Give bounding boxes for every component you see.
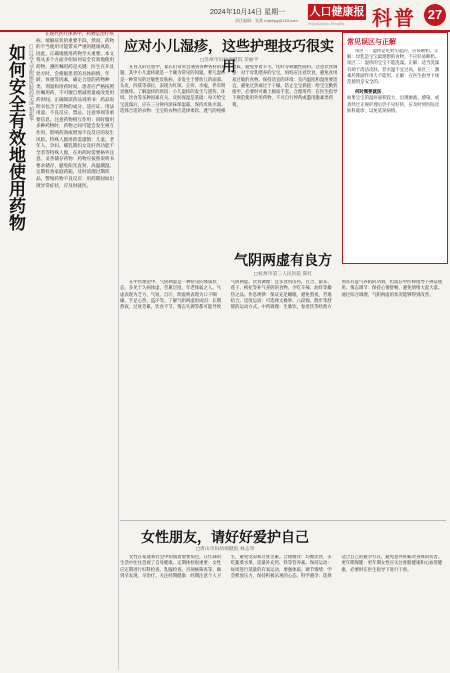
left-article-body: 在现代医疗体系中，药物是治疗疾病、缓解症状的重要手段。然而，药物的不当使用可能带来严重的健康风险。因此，正确地使用药物至关重要。本文将从多个方面介绍如何安全有效地使用药物。遵医嘱用药是关键：医生在开具处方时，会根据患者的具体病情、年龄、体重等因素，确定合适的药物种类、剂量和用药时间。患者应严格按照医嘱用药，不可擅自增减剂量或改变用药时间。正确阅读药品说明书：药品说明书包含了药物的成分、适应证、用法用量、不良反应、禁忌、注意事项等重要信息。注意药物相互作用：同时服用多种药物时，药物之间可能会发生相互作用，影响药效或增加不良反应的发生风险。特殊人群用药需谨慎：儿童、老年人、孕妇、哺乳期妇女及肝肾功能不全者等特殊人群，在用药时需要格外注意。妥善储存药物：药物应按照说明书要求储存，避免阳光直射、高温潮湿。定期检查家庭药箱，及时清理过期药品。警惕药物不良反应：用药期间如出现异常症状，应及时就医。 [36, 32, 115, 189]
women-health-article-body: 女性在家庭和社会中扮演着重要角色，在忙碌的生活中往往忽视了自身健康。定期体检很重要：女性应定期进行妇科检查、乳腺检查、宫颈癌筛查等，做到早发现、早治疗。关注经期健康：经期注意个人卫生，避免受凉和过度劳累。合理膳食：均衡饮食，多吃蔬菜水果，适量补充钙、铁等营养素。保持运动：每周进行适量的有氧运动，增强体质。调节情绪：学会释放压力，保持积极乐观的心态。科学避孕：选择适合自己的避孕方式，避免意外妊娠对身体的伤害。更年期保健：更年期女性应关注骨骼健康和心血管健康，必要时在医生指导下进行干预。 [120, 555, 443, 579]
left-article-title: 如何安全有效地使用药物 [5, 44, 25, 231]
women-health-article-byline: □唐山市妇幼保健院 林志琴 [195, 547, 255, 552]
newspaper-masthead: 人口健康报 [309, 5, 365, 18]
left-article-byline: □江苏大学附属医院药学部 柏振华 [28, 44, 34, 122]
women-health-article-title: 女性朋友，请好好爱护自己 [141, 530, 309, 546]
eczema-article [120, 32, 338, 232]
page-header [0, 0, 450, 32]
column-divider [118, 34, 119, 670]
sidebox-sub-text: 如果宝宝的湿疹面积较大、出现渗液、感染，或者经过正规护理后仍不见好转，应及时到医院皮肤科就诊，以免延误病情。 [347, 96, 440, 114]
eczema-article-byline: □苏州市妇幼保健院 荣丽平 [199, 58, 259, 63]
page-number-badge: 27 [424, 4, 446, 26]
editor-info: 责任编辑：张燕 rmjkbpg@163.com [235, 18, 298, 23]
newspaper-subtitle: Population Health [308, 21, 345, 26]
qi-yin-article-body: 在中医理论中，气阴两虚是一种常见的体质状态，多见于久病体虚、劳累过度、年老体弱之人。气虚表现为乏力、气短、自汗，阴虚则表现为口干咽燥、手足心热、盗汗等。了解气阴两虚的成因：长期熬夜、过度劳累、饮食不节、情志失调等都可能导致气阴两虚。饮食调理：宜多食用山药、百合、银耳、莲子、枸杞等补气养阴的食物，少吃辛辣、油炸等燥热之品。作息规律：保证充足睡眠，避免熬夜，劳逸结合。适度运动：可选择太极拳、八段锦、散步等舒缓的运动方式。中药调理：生脉饮、参麦饮等经典方剂具有益气养阴的功效，但需在中医师指导下辨证使用。情志调节：保持心情舒畅，避免情绪大起大落。通过综合调理，气阴两虚的状况能够得到改善。 [120, 280, 443, 311]
tips-sidebox [342, 32, 448, 264]
qi-yin-article-title: 气阴两虚有良方 [234, 253, 332, 269]
qi-yin-article [120, 250, 446, 518]
qi-yin-article-byline: □杭州市第三人民医院 陈红 [253, 272, 313, 277]
women-health-article [120, 520, 446, 673]
sidebox-text: 误区一：湿疹是吃奶引起的，应该断奶。正解：母乳是宝宝最理想的食物，不应轻易断奶。误区二：湿疹的宝宝不能洗澡。正解：适当洗澡有助于清洁皮肤，但水温不宜过高。误区三：激素药膏副作用大不能用。正解：在医生指导下规范使用是安全的。 [347, 49, 440, 86]
left-article [0, 32, 118, 672]
sidebox-title: 常见误区与正解 [347, 37, 396, 46]
section-title: 科普 [372, 6, 416, 30]
eczema-article-body: 在育儿的过程中，家长们常常会遇到各种各样的难题，其中小儿湿疹就是一个颇为常见的问题。婴儿湿疹是一种常见的过敏性皮肤病，多发生于婴幼儿的面部、头皮、四肢等部位，表现为红斑、丘疹、水疱，伴有明显瘙痒。了解湿疹的原因：小儿湿疹的发生与遗传、环境、饮食等多种因素有关。皮肤保湿是基础：每天给宝宝洗澡后，应在三分钟内涂抹保湿霜，保持皮肤水润。选择合适的衣物：宝宝的衣物应选择柔软、透气的纯棉材质，避免穿着羊毛、化纤等刺激性面料。注意饮食调整：对于母乳喂养的宝宝，妈妈应注意饮食，避免食用易过敏的食物。保持适宜的环境：室内温度和湿度要适宜，避免过热或过于干燥。防止宝宝抓挠：给宝宝勤剪指甲，必要时可戴上棉质手套。合理用药：在医生指导下规范使用外用药物，不可自行停药或滥用激素类药膏。 [120, 65, 338, 115]
eczema-article-title: 应对小儿湿疹，这些护理技巧很实用 [124, 39, 334, 75]
sidebox-subtitle: 何时需要就医 [355, 90, 382, 96]
sidebox-body [343, 49, 447, 259]
issue-date: 2024年10月14日 星期一 [210, 9, 286, 16]
